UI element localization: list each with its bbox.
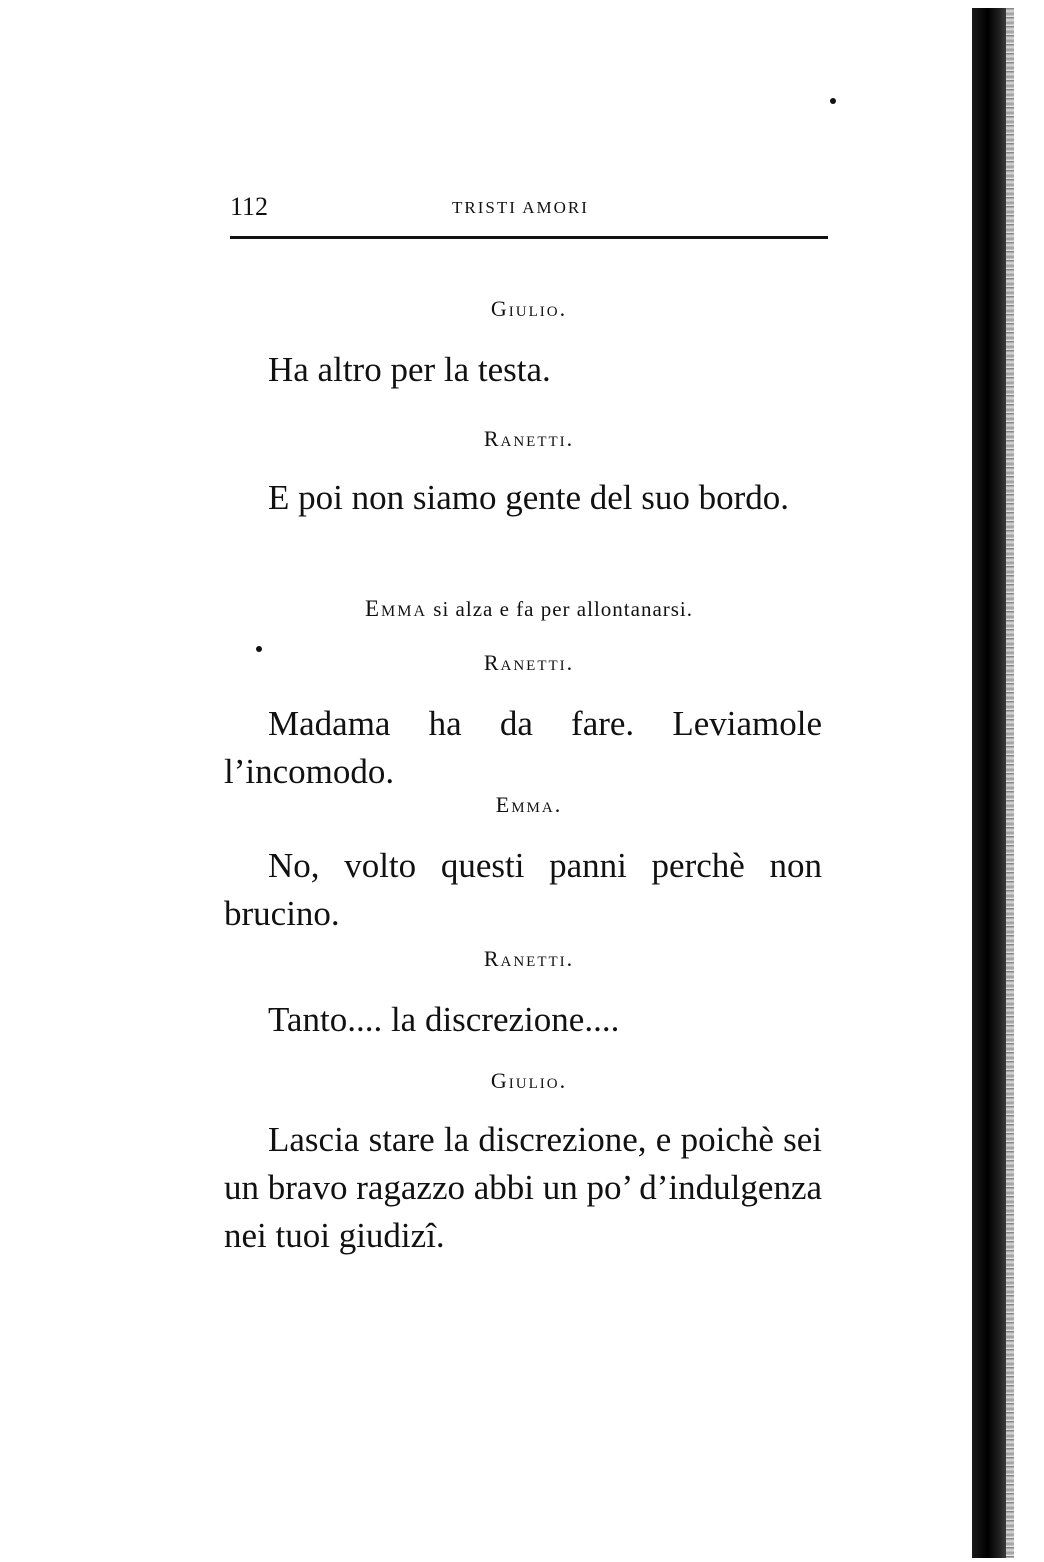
- ink-speck: [830, 98, 836, 104]
- stage-direction-character: Emma: [364, 596, 428, 621]
- speaker-name: Emma.: [495, 792, 563, 817]
- speaker-name: Ranetti.: [483, 650, 575, 675]
- page-number: 112: [230, 192, 269, 221]
- dialogue-line: No, volto questi panni perchè non brucino.: [224, 846, 822, 933]
- stage-direction-text: si alza e fa per allontanarsi.: [427, 597, 694, 621]
- running-title: TRISTI AMORI: [452, 198, 589, 217]
- dialogue-line: Madama ha da fare. Leviamole l’incomodo.: [224, 704, 822, 791]
- header-rule: [230, 236, 828, 239]
- dialogue-line: E poi non siamo gente del suo bordo.: [268, 478, 790, 517]
- speaker-name: Ranetti.: [483, 426, 575, 451]
- page-header: [230, 188, 828, 228]
- dialogue-line: Tanto.... la discrezione....: [268, 1000, 620, 1039]
- stage-direction: [230, 596, 828, 622]
- speaker-name: Giulio.: [490, 1068, 568, 1093]
- dialogue-line: Ha altro per la testa.: [268, 350, 551, 389]
- speaker-name: Ranetti.: [483, 946, 575, 971]
- book-binding-edge: [972, 8, 1012, 1558]
- dialogue-line: Lascia stare la discrezione, e poichè sei un bravo ragazzo abbi un po’ d’indulgenza nei tuoi giudizî.: [224, 1120, 823, 1255]
- speaker-name: Giulio.: [490, 296, 568, 321]
